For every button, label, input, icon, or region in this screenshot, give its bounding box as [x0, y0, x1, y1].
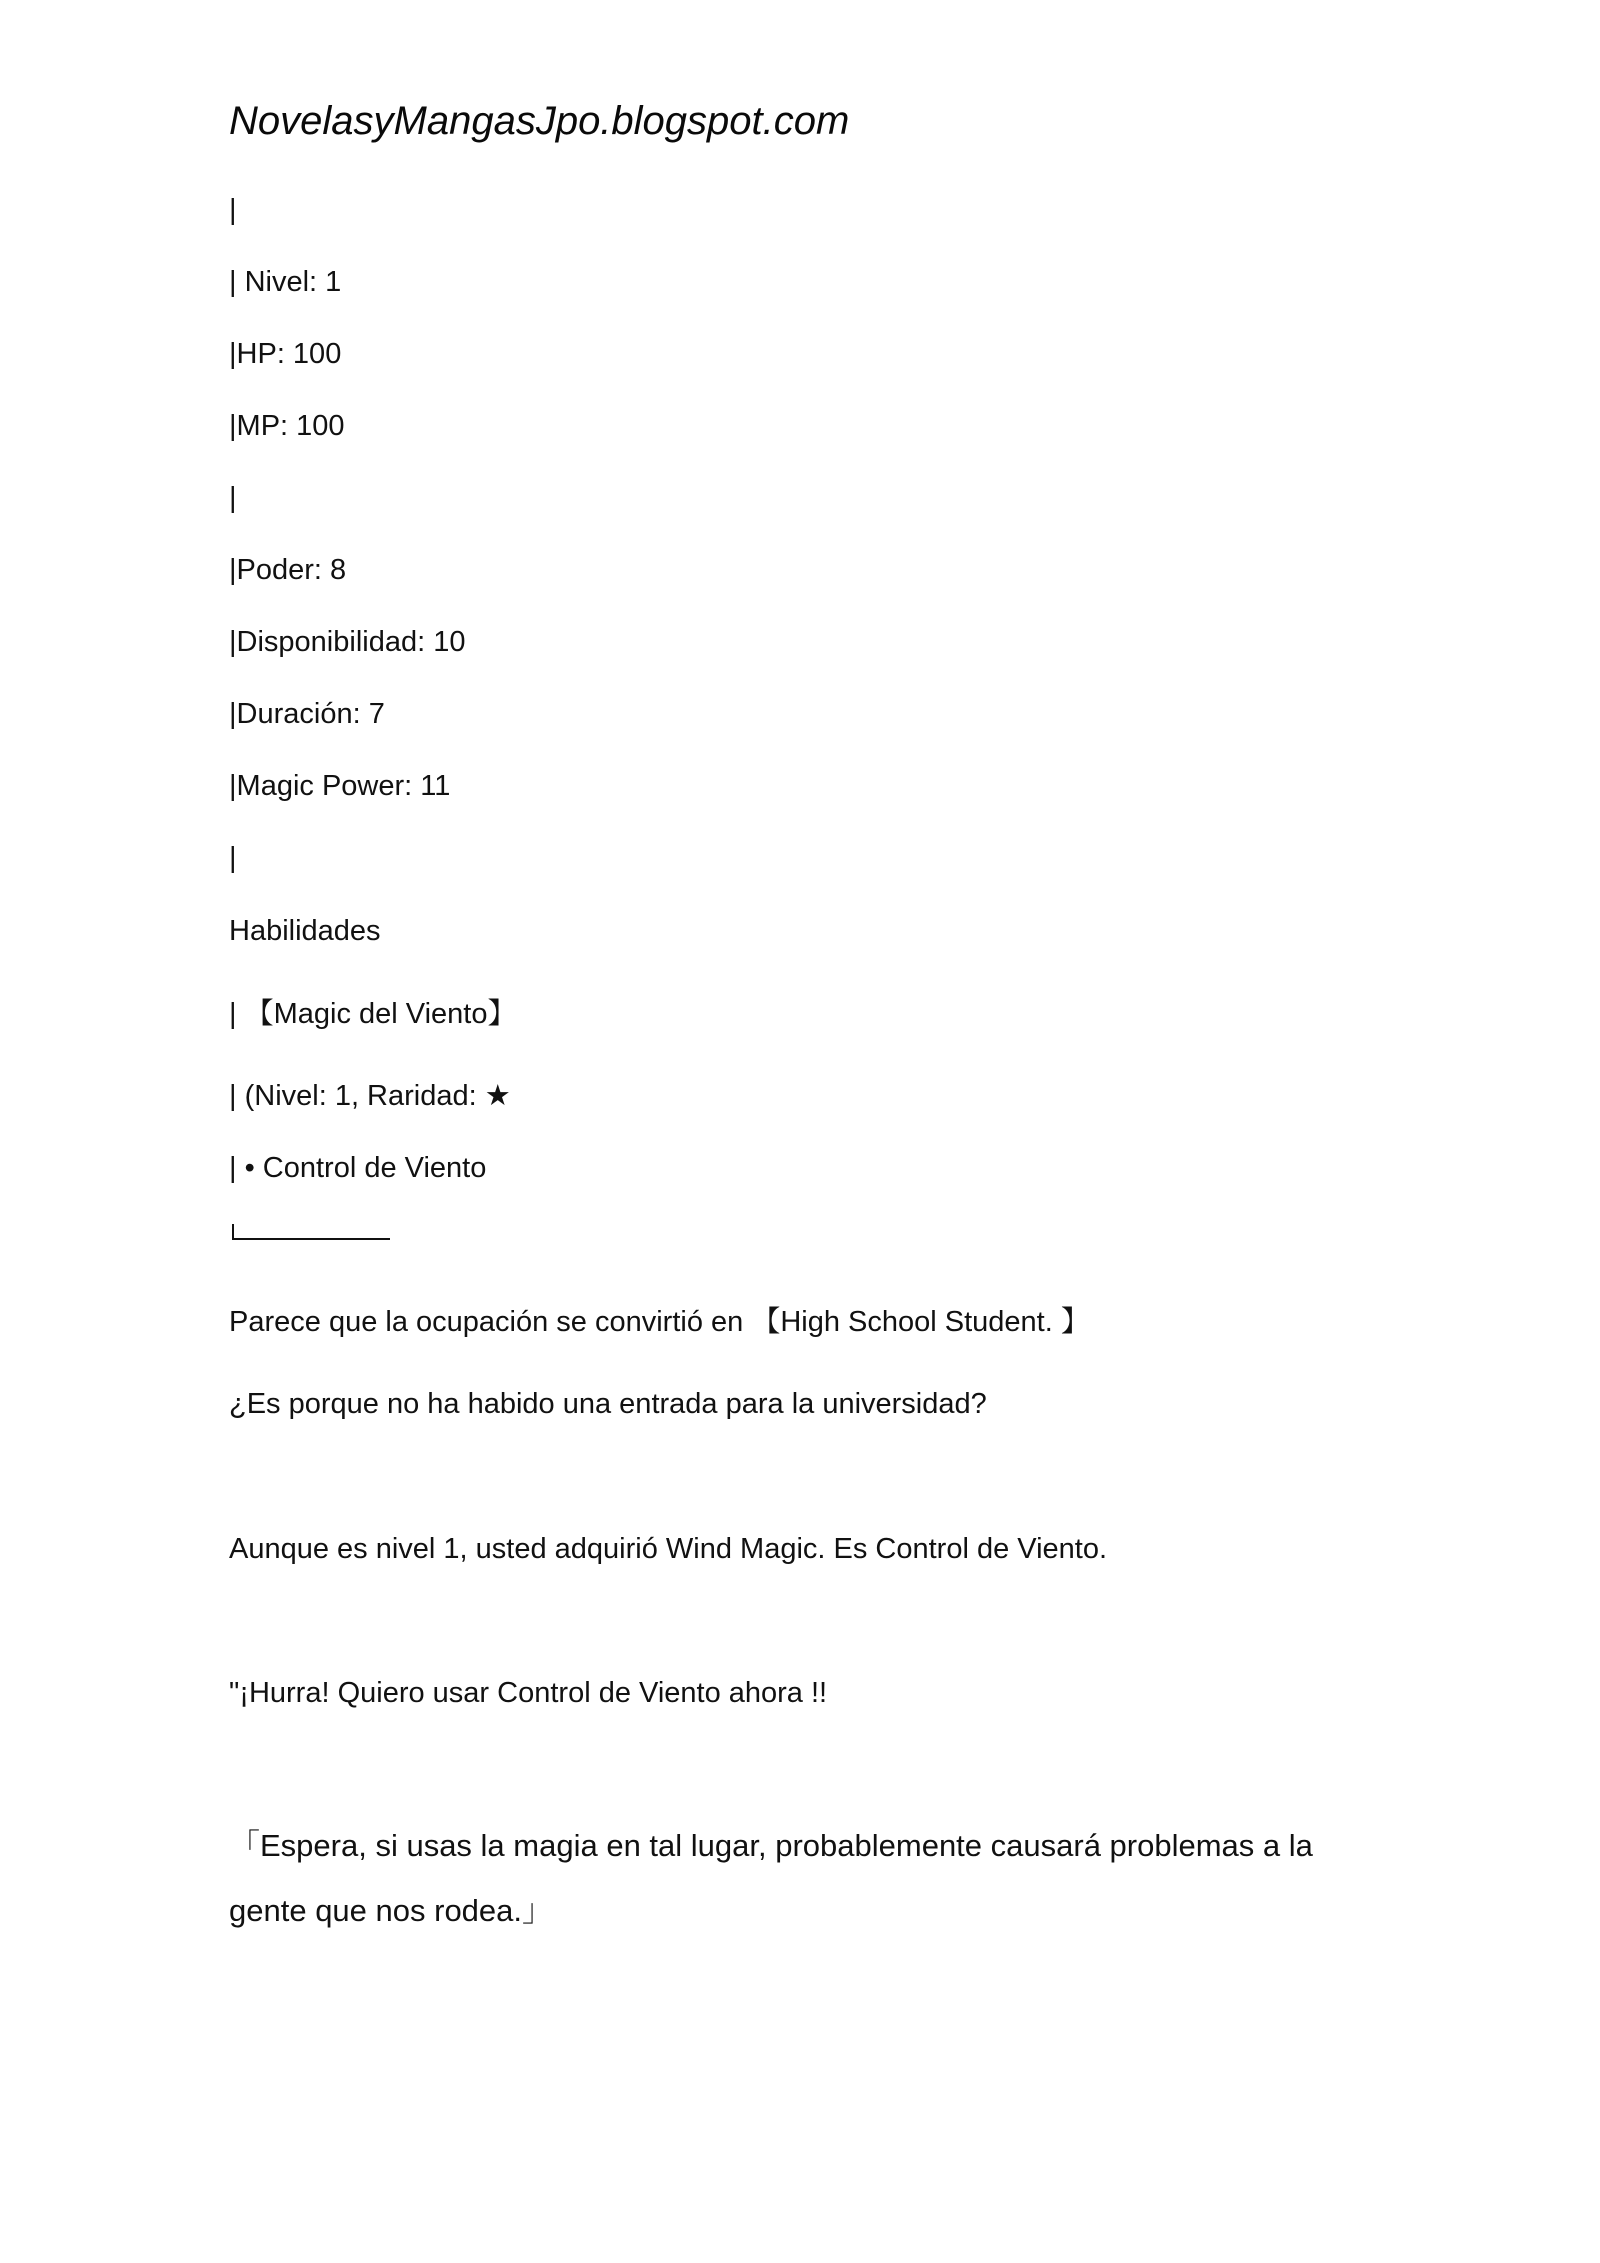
paragraph-hurra: "¡Hurra! Quiero usar Control de Viento ahora !!: [229, 1677, 828, 1709]
status-bar-mid: |: [229, 482, 237, 514]
site-header: NovelasyMangasJpo.blogspot.com: [229, 99, 850, 143]
status-hp: |HP: 100: [229, 338, 342, 370]
status-bar-end: |: [229, 842, 237, 874]
status-mp: |MP: 100: [229, 410, 345, 442]
status-level: | Nivel: 1: [229, 266, 342, 298]
status-duration: |Duración: 7: [229, 698, 385, 730]
skills-heading: Habilidades: [229, 915, 381, 947]
quote-line-1: 「Espera, si usas la magia en tal lugar, probablemente causará problemas a la: [229, 1828, 1313, 1863]
status-bar-top: |: [229, 194, 237, 226]
corner-horizontal: [232, 1238, 390, 1240]
skill-level: | (Nivel: 1, Raridad: ★: [229, 1080, 511, 1112]
skill-name: | 【Magic del Viento】: [229, 998, 517, 1030]
status-magic-power: |Magic Power: 11: [229, 770, 451, 802]
paragraph-occupation: Parece que la ocupación se convirtió en 【High School Student. 】: [229, 1306, 1090, 1338]
skill-item: | • Control de Viento: [229, 1152, 487, 1184]
status-availability: |Disponibilidad: 10: [229, 626, 466, 658]
status-power: |Poder: 8: [229, 554, 347, 586]
paragraph-question: ¿Es porque no ha habido una entrada para la universidad?: [229, 1388, 987, 1420]
status-box-corner: [232, 1224, 390, 1240]
paragraph-wind-magic: Aunque es nivel 1, usted adquirió Wind Magic. Es Control de Viento.: [229, 1533, 1108, 1565]
quote-line-2: gente que nos rodea.」: [229, 1893, 554, 1928]
